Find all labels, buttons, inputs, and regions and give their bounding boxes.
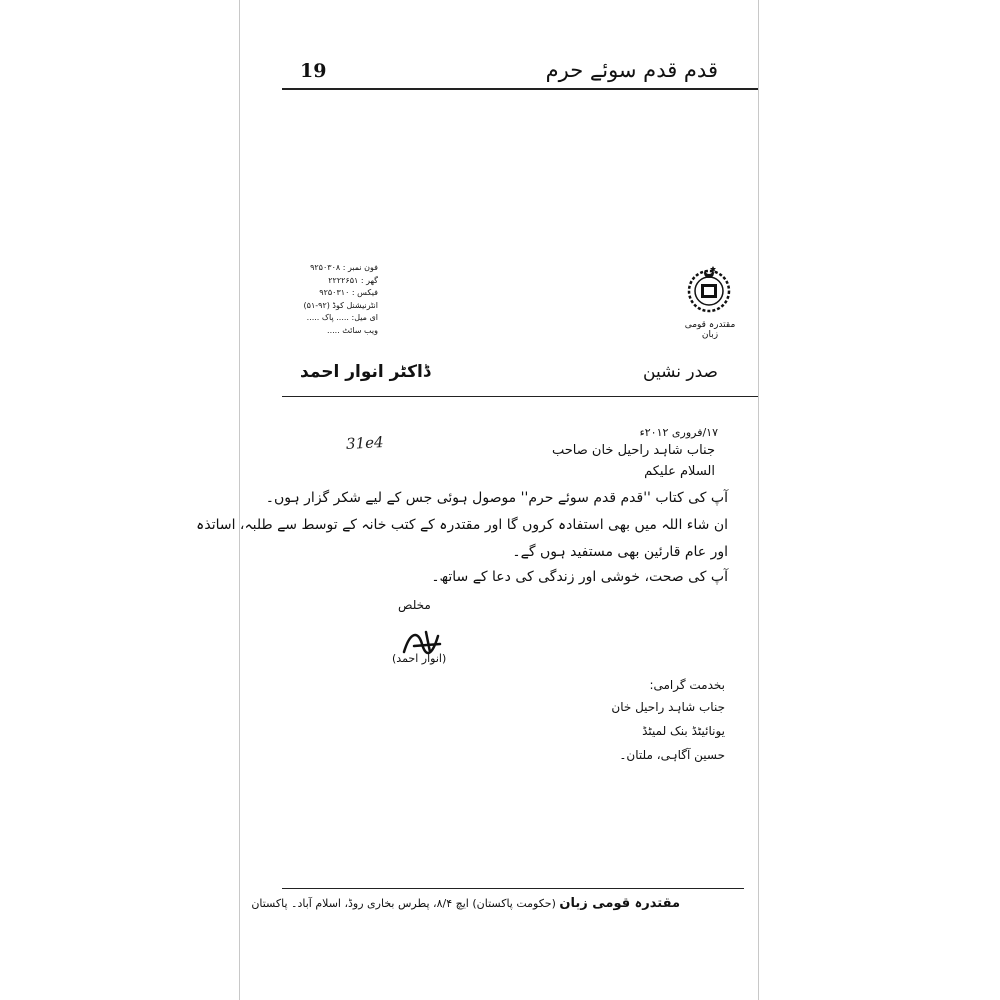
contact-line: ای میل: ..... پاک ..... bbox=[306, 313, 378, 322]
greeting: السلام علیکم bbox=[644, 464, 715, 479]
handwritten-reference: 31e4 bbox=[345, 433, 384, 453]
book-title: قدم قدم سوئے حرم bbox=[545, 58, 718, 82]
address-label: بخدمت گرامی: bbox=[649, 678, 725, 692]
header-rule bbox=[282, 88, 758, 90]
sender-title: صدر نشین bbox=[643, 362, 718, 382]
address-line: جناب شاہد راحیل خان bbox=[611, 700, 725, 714]
footer-rule bbox=[282, 888, 744, 889]
letter-date: ۱۷/فروری ۲۰۱۲ء bbox=[639, 426, 718, 439]
body-paragraph: ان شاء اللہ میں بھی استفادہ کروں گا اور مقتدرہ کے کتب خانہ کے توسط سے طلبہ، اساتذہ bbox=[196, 517, 728, 533]
body-paragraph: آپ کی کتاب ''قدم قدم سوئے حرم'' موصول ہوئی جس کے لیے شکر گزار ہوں۔ bbox=[265, 490, 728, 506]
contact-line: فیکس : ۹۲۵۰۳۱۰ bbox=[319, 288, 378, 297]
contact-line: انٹرنیشنل کوڈ (۹۲-۵۱) bbox=[303, 300, 378, 310]
page-number: 19 bbox=[300, 60, 327, 82]
body-paragraph: آپ کی صحت، خوشی اور زندگی کی دعا کے ساتھ۔ bbox=[431, 569, 728, 585]
footer bbox=[251, 896, 680, 911]
contact-block bbox=[268, 262, 378, 337]
address-line: حسین آگاہی، ملتان۔ bbox=[619, 748, 725, 762]
signatory: (انوار احمد) bbox=[392, 652, 447, 665]
org-caption: مقتدرہ قومی زبان bbox=[684, 320, 736, 340]
contact-line: گھر : ۲۲۲۲۶۵۱ bbox=[328, 275, 378, 285]
address-line: یونائیٹڈ بنک لمیٹڈ bbox=[642, 724, 725, 738]
contact-line: فون نمبر : ۹۲۵۰۳۰۸ bbox=[310, 263, 378, 272]
sender-name: ڈاکٹر انوار احمد bbox=[300, 362, 431, 382]
salutation: جناب شاہد راحیل خان صاحب bbox=[551, 443, 715, 458]
footer-org: مقتدرہ قومی زبان bbox=[559, 896, 680, 911]
letterhead-rule bbox=[282, 396, 758, 397]
emblem-icon bbox=[684, 264, 734, 314]
contact-line: ویب سائٹ ..... bbox=[327, 325, 378, 335]
footer-address: (حکومت پاکستان) ایچ ۸/۴، پطرس بخاری روڈ، اسلام آباد۔ پاکستان bbox=[251, 897, 556, 910]
closing: مخلص bbox=[398, 598, 431, 612]
body-paragraph: اور عام قارئین بھی مستفید ہوں گے۔ bbox=[512, 544, 728, 560]
